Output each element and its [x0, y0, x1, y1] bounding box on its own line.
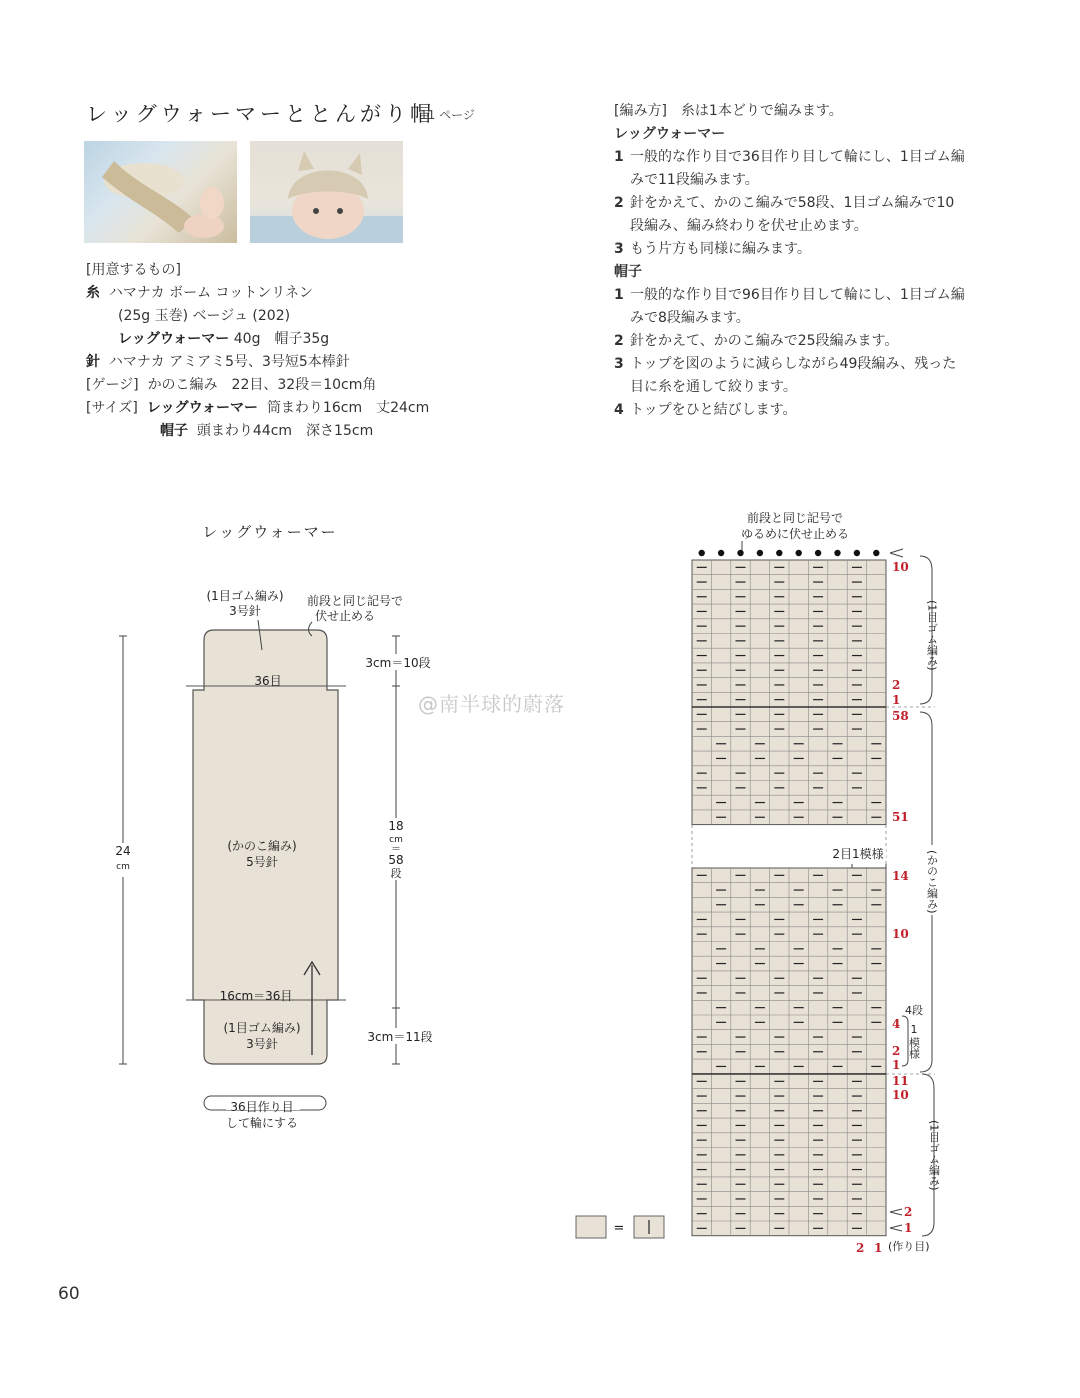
- gauge-label: [ゲージ]: [86, 377, 139, 393]
- yarn-color: (25g 玉巻) ベージュ (202): [118, 308, 291, 324]
- needle-text: ハマナカ アミアミ5号、3号短5本棒針: [108, 354, 350, 370]
- repeat-4-rows: 4段: [905, 1004, 923, 1017]
- total-height-unit: cm: [116, 862, 130, 872]
- top-needle-label: 3号針: [229, 604, 261, 618]
- size-hat-label: 帽子: [160, 423, 188, 439]
- bottom-needle-label: 3号針: [246, 1037, 278, 1051]
- body-needle-label: 5号針: [246, 855, 278, 869]
- repeat-label: 2目1模様: [832, 847, 884, 861]
- mid-height-eq: ＝: [391, 844, 401, 855]
- chart-top-note-2: ゆるめに伏せ止める: [740, 527, 850, 541]
- row-label: 10: [892, 560, 909, 574]
- repeat-4-one: 1: [910, 1023, 918, 1036]
- leg-step-cont: みで11段編みます。: [630, 172, 759, 188]
- yarn-leg-amount: 40g: [233, 331, 261, 347]
- yarn-label: 糸: [86, 285, 100, 301]
- row-label: 1: [904, 1221, 913, 1235]
- row-label: 1: [892, 1058, 901, 1072]
- col-label: 1: [874, 1241, 883, 1255]
- bottom-rib-label: (1目ゴム編み): [223, 1021, 301, 1035]
- watermark: @南半球的蔚落: [418, 692, 565, 716]
- row-label: 2: [904, 1205, 913, 1219]
- row-label: 1: [892, 693, 901, 707]
- top-rib-label: (1目ゴム編み): [206, 589, 284, 603]
- hat-step: 4 トップをひと結びします。: [614, 402, 797, 418]
- mid-height-value: 18: [388, 819, 404, 833]
- row-label: 58: [892, 709, 909, 723]
- row-label: 2: [892, 1044, 901, 1058]
- row-label: 10: [892, 1088, 909, 1102]
- legend-blank-cell: [576, 1216, 606, 1238]
- schematic-title: レッグウォーマー: [202, 523, 338, 541]
- bottom-width-label: 16cm＝36目: [219, 989, 293, 1003]
- cast-on-row-label: (作り目): [888, 1240, 930, 1253]
- bindoff-dot: [718, 550, 724, 556]
- hat-step-cont: 目に糸を通して絞ります。: [630, 379, 797, 395]
- yarn-text: ハマナカ ボーム コットンリネン: [108, 285, 313, 301]
- col-label: 2: [856, 1241, 865, 1255]
- row-label: 10: [892, 927, 909, 941]
- mid-height-rows-unit: 段: [390, 867, 402, 880]
- row-label: 4: [892, 1017, 901, 1031]
- rib-top-label: (1目ゴム編み): [925, 600, 939, 671]
- mid-height-unit: cm: [389, 835, 403, 845]
- repeat-4-pattern: 模様: [907, 1037, 921, 1059]
- mid-height-rows: 58: [388, 853, 404, 867]
- hat-title: 帽子: [614, 264, 642, 280]
- page-reference: 11 ページ: [420, 108, 475, 122]
- bindoff-dot: [737, 550, 743, 556]
- rib-bottom-label: (1目ゴム編み): [927, 1120, 941, 1191]
- page-title: レッグウォーマーととんがり帽: [86, 102, 435, 126]
- bindoff-dot: [757, 550, 763, 556]
- hat-step: 2 針をかえて、かのこ編みで25段編みます。: [614, 333, 899, 349]
- bindoff-dot: [834, 550, 840, 556]
- stitch-chart: [560, 500, 1000, 1260]
- page-number: 60: [58, 1284, 80, 1304]
- size-leg-text: 筒まわり16cm 丈24cm: [266, 400, 430, 416]
- leg-step: 3 もう片方も同様に編みます。: [614, 241, 811, 257]
- materials-heading: [用意するもの]: [86, 262, 181, 278]
- hat-step: 1 一般的な作り目で96目作り目して輪にし、1目ゴム編: [614, 287, 965, 303]
- bindoff-dots: [699, 550, 880, 556]
- bindoff-dot: [796, 550, 802, 556]
- row-label: 14: [892, 869, 909, 883]
- leg-title: レッグウォーマー: [614, 126, 726, 142]
- leg-step-cont: 段編み、編み終わりを伏せ止めます。: [630, 218, 868, 234]
- materials-block: [86, 259, 526, 443]
- hat-step: 3 トップを図のように減らしながら49段編み、残った: [614, 356, 957, 372]
- cast-on-label: 36目作り目: [230, 1100, 294, 1114]
- bindoff-dot: [854, 550, 860, 556]
- bindoff-note-1: 前段と同じ記号で: [306, 594, 404, 608]
- row-label: 11: [892, 1074, 909, 1088]
- yarn-hat-amount: 帽子35g: [274, 331, 330, 347]
- hat-step-cont: みで8段編みます。: [630, 310, 750, 326]
- bindoff-dot: [776, 550, 782, 556]
- size-hat-text: 頭まわり44cm 深さ15cm: [196, 423, 374, 439]
- row-label: 51: [892, 810, 909, 824]
- instructions-heading: [編み方] 糸は1本どりで編みます。: [614, 103, 843, 119]
- size-label: [サイズ]: [86, 400, 138, 416]
- leg-step: 2 針をかえて、かのこ編みで58段、1目ゴム編みで10: [614, 195, 955, 211]
- bindoff-dot: [815, 550, 821, 556]
- legend-equals: =: [613, 1221, 625, 1236]
- leg-warmer-photo: [84, 141, 237, 243]
- bindoff-dot: [699, 550, 705, 556]
- needle-label: 針: [86, 354, 100, 370]
- chart-grid: [692, 560, 935, 1236]
- instructions-block: [614, 100, 1054, 422]
- kanoko-label: (かのこ編み): [925, 850, 939, 914]
- size-leg-label: レッグウォーマー: [146, 400, 259, 416]
- bottom-height-label: 3cm＝11段: [367, 1030, 433, 1044]
- top-height-label: 3cm＝10段: [365, 656, 431, 670]
- total-height-value: 24: [115, 844, 131, 858]
- hat-baby-photo: [250, 141, 403, 243]
- bindoff-dot: [873, 550, 879, 556]
- cast-on-note: して輪にする: [225, 1116, 299, 1130]
- yarn-leg-label: レッグウォーマー: [118, 331, 230, 347]
- bindoff-note-2: 伏せ止める: [314, 609, 376, 623]
- body-stitch-label: (かのこ編み): [227, 839, 297, 853]
- leg-warmer-schematic: [0, 500, 540, 1160]
- gauge-text: かのこ編み 22目、32段＝10cm角: [147, 377, 377, 393]
- chart-top-note-1: 前段と同じ記号で: [746, 511, 844, 525]
- leg-step: 1 一般的な作り目で36目作り目して輪にし、1目ゴム編: [614, 149, 965, 165]
- top-width-label: 36目: [254, 674, 282, 688]
- row-label: 2: [892, 678, 901, 692]
